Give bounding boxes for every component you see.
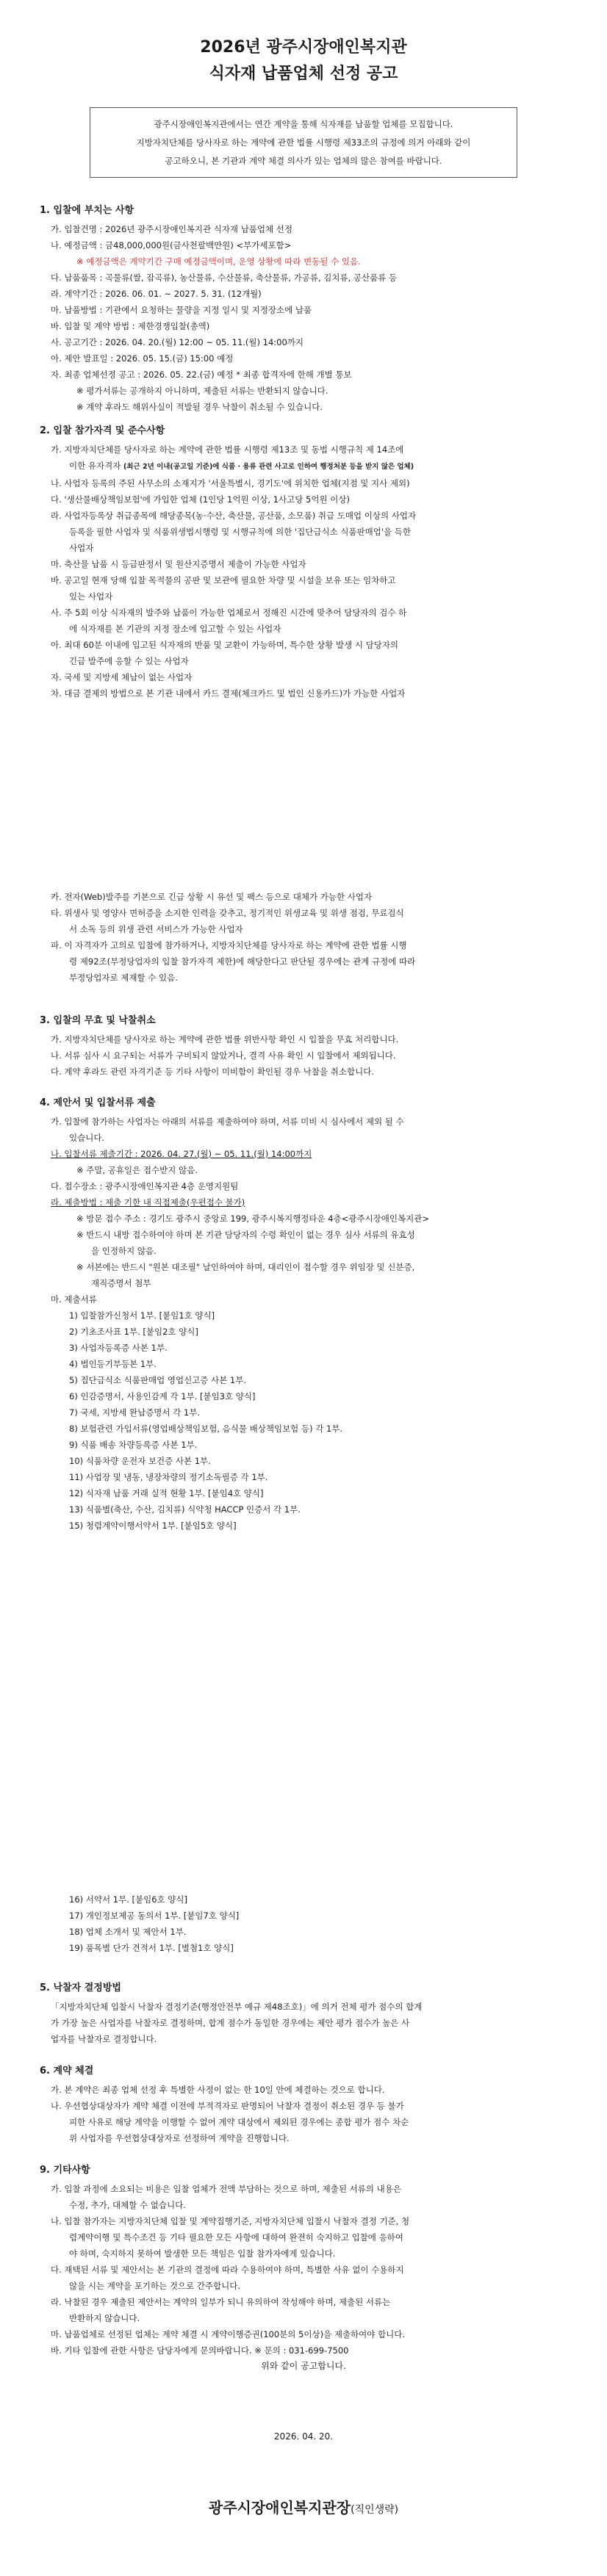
section-heading: 1. 입찰에 부치는 사항 xyxy=(40,205,134,216)
list-item: 아. 제안 발표일 : 2026. 05. 15.(금) 15:00 예정 xyxy=(51,353,234,364)
list-item: 가. 입찰에 참가하는 사업자는 아래의 서류를 제출하여야 하며, 서류 미비 시 심사에서 제외 될 수 xyxy=(51,1116,404,1127)
list-item: 있습니다. xyxy=(69,1133,105,1143)
section-heading: 9. 기타사항 xyxy=(40,2165,90,2176)
list-item: 마. 납품업체로 선정된 업체는 계약 체결 시 계약이행증권(100분의 5이상)을 제출하여야 합니다. xyxy=(51,2329,406,2339)
section-9 xyxy=(40,2162,583,2359)
document-item: 16) 서약서 1부. [붙임6호 양식] xyxy=(69,1894,187,1905)
document-item: 5) 집단급식소 식품판매업 영업신고증 사본 1부. xyxy=(69,1375,247,1385)
submission-period: 나. 입찰서류 제출기간 : 2026. 04. 27.(월) ~ 05. 11.(월) 14:00까지 xyxy=(51,1149,312,1159)
list-item: 야 하며, 숙지하지 못하여 발생한 모든 책임은 입찰 참가자에게 있습니다. xyxy=(69,2248,336,2259)
list-item: 파. 이 자격자가 고의로 입찰에 참가하거나, 지방자치단체를 당사자로 하는 계약에 관한 법률 시행 xyxy=(51,940,407,950)
list-item: 다. 재택된 서류 및 제안서는 본 기관의 결정에 따라 수용하여야 하며, 특별한 사유 없이 수용하지 xyxy=(51,2265,404,2275)
document-item: 17) 개인정보제공 동의서 1부. [붙임7호 양식] xyxy=(69,1911,240,1921)
list-item: 령 제92조(부정당업자의 입찰 참가자격 제한)에 해당한다고 판단될 경우에는 관계 규정에 따라 xyxy=(69,956,416,967)
section-4 xyxy=(40,1094,583,1534)
list-item: 라. 계약기간 : 2026. 06. 01. ~ 2027. 5. 31. (12개월) xyxy=(51,289,262,299)
list-item: 위 사업자를 우선협상대상자로 선정하여 계약을 진행합니다. xyxy=(69,2133,290,2143)
list-item: 나. 입찰 참가자는 지방자치단체 입찰 및 계약집행기준, 지방자치단체 입찰시 낙찰자 결정 기준, 청 xyxy=(51,2216,410,2226)
paragraph-line: 「지방자치단체 입찰시 낙찰자 결정기준(행정안전부 예규 제48조호)」에 의거 전체 평가 점수의 합계 xyxy=(51,2002,423,2012)
document-item: 19) 품목별 단가 견적서 1부. [별첨1호 양식] xyxy=(69,1943,234,1953)
list-note: ※ 방문 접수 주소 : 경기도 광주시 중앙로 199, 광주시복지행정타운 4층<광주시장애인복지관> xyxy=(76,1213,429,1224)
list-item: 사업자 xyxy=(69,543,94,553)
list-item: 에 식자재를 본 기관의 지정 장소에 입고할 수 있는 사업자 xyxy=(69,624,281,634)
list-item: 가. 입찰건명 : 2026년 광주시장애인복지관 식자재 납품업체 선정 xyxy=(51,224,292,234)
list-note: ※ 계약 후라도 해위사실이 적발될 경우 낙찰이 취소될 수 있습니다. xyxy=(76,402,323,412)
list-note: 을 인정하지 않음. xyxy=(91,1246,157,1256)
list-item: 등록을 필한 사업자 및 식품위생법시행령 및 시행규칙에 의한 '집단급식소 식품판매업'을 득한 xyxy=(69,527,412,537)
list-item: 라. 사업자등록상 취급종목에 해당종목(농·수산, 축산물, 공산품, 소모품) 취급 도매업 이상의 사업자 xyxy=(51,510,417,521)
section-4-continued xyxy=(40,1891,583,1956)
list-item: 렴계약이행 및 특수조건 등 기타 필요한 모든 사항에 대하여 완전히 숙지하고 입찰에 응하여 xyxy=(69,2232,403,2243)
section-1 xyxy=(40,202,583,415)
list-item: 이한 유자격자 (최근 2년 이내(공고일 기준)에 식품 · 용류 관련 사고로 인하여 행정처분 등을 받지 않은 업체) xyxy=(69,461,414,471)
document-item: 6) 인감증명서, 사용인감계 각 1부. [붙임3호 양식] xyxy=(69,1391,256,1401)
list-item: 사. 공고기간 : 2026. 04. 20.(월) 12:00 ~ 05. 11.(월) 14:00까지 xyxy=(51,337,304,347)
document-item: 13) 식품별(축산, 수산, 김치류) 식약청 HACCP 인증서 각 1부. xyxy=(69,1504,301,1515)
list-item: 나. 우선협상대상자가 계약 체결 이전에 부적격자로 판명되어 낙찰자 결정이 취소된 경우 등 불가 xyxy=(51,2101,404,2111)
document-item: 4) 법인등기부등본 1부. xyxy=(69,1359,157,1369)
list-item: 피한 사유로 해당 계약을 이행할 수 없어 계약 대상에서 제외된 경우에는 종합 평가 점수 차순 xyxy=(69,2117,409,2127)
list-note: 재직증명서 첨부 xyxy=(91,1278,151,1288)
list-item: 다. 접수장소 : 광주시장애인복지관 4층 운영지원팀 xyxy=(51,1181,239,1191)
list-item: 있는 사업자 xyxy=(69,591,113,602)
document-item: 15) 청렴계약이행서약서 1부. [붙임5호 양식] xyxy=(69,1520,237,1531)
section-heading: 3. 입찰의 무효 및 낙찰취소 xyxy=(40,1015,156,1026)
list-item: 마. 납품방법 : 기관에서 요청하는 물량을 지정 일시 및 지정장소에 납품 xyxy=(51,305,312,315)
section-heading: 4. 제안서 및 입찰서류 제출 xyxy=(40,1097,156,1108)
paragraph-line: 업자를 낙찰자로 결정합니다. xyxy=(51,2034,157,2044)
document-item: 12) 식자재 납품 거래 실적 현황 1부. [붙임4호 양식] xyxy=(69,1488,264,1498)
list-item: 부정당업자로 제재할 수 있음. xyxy=(69,973,178,983)
list-item: 자. 국세 및 지방세 체납이 없는 사업자 xyxy=(51,672,193,682)
list-item: 차. 대금 결제의 방법으로 본 기관 내에서 카드 결제(체크카드 및 법인 신용카드)가 가능한 사업자 xyxy=(51,688,406,699)
paragraph-line: 가 가장 높은 사업자를 낙찰자로 결정하며, 합계 점수가 동일한 경우에는 제안 평가 점수가 높은 사 xyxy=(51,2018,410,2028)
list-item: 서 소독 등의 위생 관련 서비스가 가능한 사업자 xyxy=(69,924,243,934)
section-2 xyxy=(40,422,583,701)
document-item: 3) 사업자등록증 사본 1부. xyxy=(69,1343,168,1353)
list-item: 가. 지방자치단체를 당사자로 하는 계약에 관한 법률 시행령 제13조 및 동법 시행규칙 제 14조에 xyxy=(51,444,404,455)
section-heading: 5. 낙찰자 결정방법 xyxy=(40,1982,121,1994)
document-item: 18) 업체 소개서 및 제안서 1부. xyxy=(69,1927,187,1937)
list-item: 카. 전자(Web)발주를 기본으로 긴급 상황 시 유선 및 팩스 등으로 대체가 가능한 사업자 xyxy=(51,892,373,902)
list-item: 수정, 추가, 대체할 수 없습니다. xyxy=(69,2200,186,2210)
section-heading: 2. 입찰 참가자격 및 준수사항 xyxy=(40,425,165,436)
document-item: 10) 식품차량 운전자 보건증 사본 1부. xyxy=(69,1456,211,1466)
list-note-red: ※ 예정금액은 계약기간 구매 예정금액이며, 운영 상황에 따라 변동될 수 있음. xyxy=(76,256,361,267)
list-item: 바. 공고일 현재 당해 입찰 목적물의 공판 및 보관에 필요한 차량 및 시설을 보유 또는 임차하고 xyxy=(51,575,396,585)
list-item: 다. 납품품목 : 곡물류(쌀, 잡곡류), 농산물류, 수산물류, 축산물류, 가공류, 김치류, 공산품류 등 xyxy=(51,273,398,283)
notice-date: 2026. 04. 20. xyxy=(273,2431,334,2442)
signature-name: 광주시장애인복지관장 xyxy=(208,2499,351,2517)
list-item: 사. 주 5회 이상 식자재의 발주와 납품이 가능한 업체로서 정해진 시간에 맞추어 담당자의 검수 하 xyxy=(51,607,407,618)
document-item: 9) 식품 배송 차량등록증 사본 1부. xyxy=(69,1440,198,1450)
page-title-line2: 식자재 납품업체 선정 공고 xyxy=(209,65,398,83)
list-item: 긴급 발주에 응할 수 있는 사업자 xyxy=(69,656,189,666)
document-item: 2) 기초조사표 1부. [붙임2호 양식] xyxy=(69,1327,198,1337)
document-item: 1) 입찰참가신청서 1부. [붙임1호 양식] xyxy=(69,1310,215,1321)
list-item: 바. 입찰 및 계약 방법 : 제한경쟁입찰(총액) xyxy=(51,321,210,331)
list-item: 바. 기타 입찰에 관한 사항은 담당자에게 문의바랍니다. ※ 문의 : 031-699-7500 xyxy=(51,2345,349,2356)
list-item: 가. 본 계약은 최종 업체 선정 후 특별한 사정이 없는 한 10일 안에 체결하는 것으로 합니다. xyxy=(51,2085,385,2095)
section-5 xyxy=(40,1980,583,2047)
list-item: 나. 서류 심사 시 요구되는 서류가 구비되지 않았거나, 결격 사유 확인 시 입찰에서 제외됩니다. xyxy=(51,1050,396,1061)
closing-text: 위와 같이 공고합니다. xyxy=(261,2361,346,2371)
list-item: 다. 계약 후라도 관련 자격기준 등 기타 사항이 미비함이 확인될 경우 낙찰을 취소합니다. xyxy=(51,1067,374,1077)
list-item: 마. 제출서류 xyxy=(51,1294,97,1305)
list-item: 라. 낙찰된 경우 제출된 제안서는 계약의 일부가 되니 유의하여 작성해야 하며, 제출된 서류는 xyxy=(51,2297,391,2307)
list-note: ※ 주말, 공휴일은 접수받지 않음. xyxy=(76,1165,198,1175)
page-title-line1: 2026년 광주시장애인복지관 xyxy=(200,38,407,57)
list-note: ※ 반드시 내방 접수하여야 하며 본 기관 담당자의 수령 확인이 없는 경우 심사 서류의 유효성 xyxy=(76,1230,415,1240)
section-2-continued xyxy=(40,889,583,986)
intro-line: 광주시장애인복지관에서는 연간 계약을 통해 식자재를 납품할 업체를 모집합니다. xyxy=(154,119,453,129)
list-note: ※ 평가서류는 공개하지 아니하며, 제출된 서류는 반환되지 않습니다. xyxy=(76,386,328,396)
document-item: 7) 국세, 지방세 완납증명서 각 1부. xyxy=(69,1407,201,1418)
section-3 xyxy=(40,1012,583,1080)
list-item: 타. 위생사 및 영양사 면허증을 소지한 인력을 갖추고, 정기적인 위생교육 및 위생 점검, 무료검식 xyxy=(51,908,404,918)
list-item: 자. 최종 업체선정 공고 : 2026. 05. 22.(금) 예정 * 최종 합격자에 한해 개별 통보 xyxy=(51,369,352,380)
list-item: 가. 지방자치단체를 당사자로 하는 계약에 관한 법률 위반사항 확인 시 입찰을 무효 처리합니다. xyxy=(51,1034,399,1045)
section-6 xyxy=(40,2063,583,2146)
list-note: ※ 서본에는 반드시 "원본 대조필" 날인하여야 하며, 대리인이 접수할 경우 위임장 및 신분증, xyxy=(76,1262,415,1272)
signature-suffix: (직인생략) xyxy=(351,2504,399,2516)
list-item: 가. 입찰 과정에 소요되는 비용은 입찰 업체가 전액 부담하는 것으로 하며, 제출된 서류의 내용은 xyxy=(51,2184,401,2194)
intro-line: 공고하오니, 본 기관과 계약 체결 의사가 있는 업체의 많은 참여를 바랍니다. xyxy=(165,156,442,166)
list-item: 아. 최대 60분 이내에 입고된 식자재의 반품 및 교환이 가능하며, 특수한 상황 발생 시 담당자의 xyxy=(51,640,399,650)
list-item: 나. 예정금액 : 금48,000,000원(금사천팔백만원) <부가세포함> xyxy=(51,240,292,250)
list-item: 마. 축산물 납품 시 등급판정서 및 원산지증명서 제출이 가능한 사업자 xyxy=(51,559,306,569)
signature xyxy=(0,2496,607,2517)
document-item: 11) 사업장 및 냉동, 냉장차량의 정기소독필증 각 1부. xyxy=(69,1472,268,1482)
submission-method: 라. 제출방법 : 제출 기한 내 직접제출(우편접수 불가) xyxy=(51,1197,245,1208)
list-item: 다. '생산물배상책임보험'에 가입한 업체 (1인당 1억원 이상, 1사고당 5억원 이상) xyxy=(51,494,350,505)
list-item: 반환하지 않습니다. xyxy=(69,2313,140,2323)
list-item: 않을 시는 계약을 포기하는 것으로 간주합니다. xyxy=(69,2281,241,2291)
section-heading: 6. 계약 체결 xyxy=(40,2066,94,2077)
list-item: 나. 사업자 등록의 주된 사무소의 소재지가 '서울특별시, 경기도'에 위치한 업체(지점 및 지사 제외) xyxy=(51,478,410,488)
intro-box xyxy=(90,107,517,178)
document-item: 8) 보험관련 가입서류(영업배상책임보험, 음식물 배상책임보험 등) 각 1부. xyxy=(69,1424,343,1434)
intro-line: 지방자치단체를 당사자로 하는 계약에 관한 법률 시행령 제33조의 규정에 의거 아래와 같이 xyxy=(136,137,471,148)
